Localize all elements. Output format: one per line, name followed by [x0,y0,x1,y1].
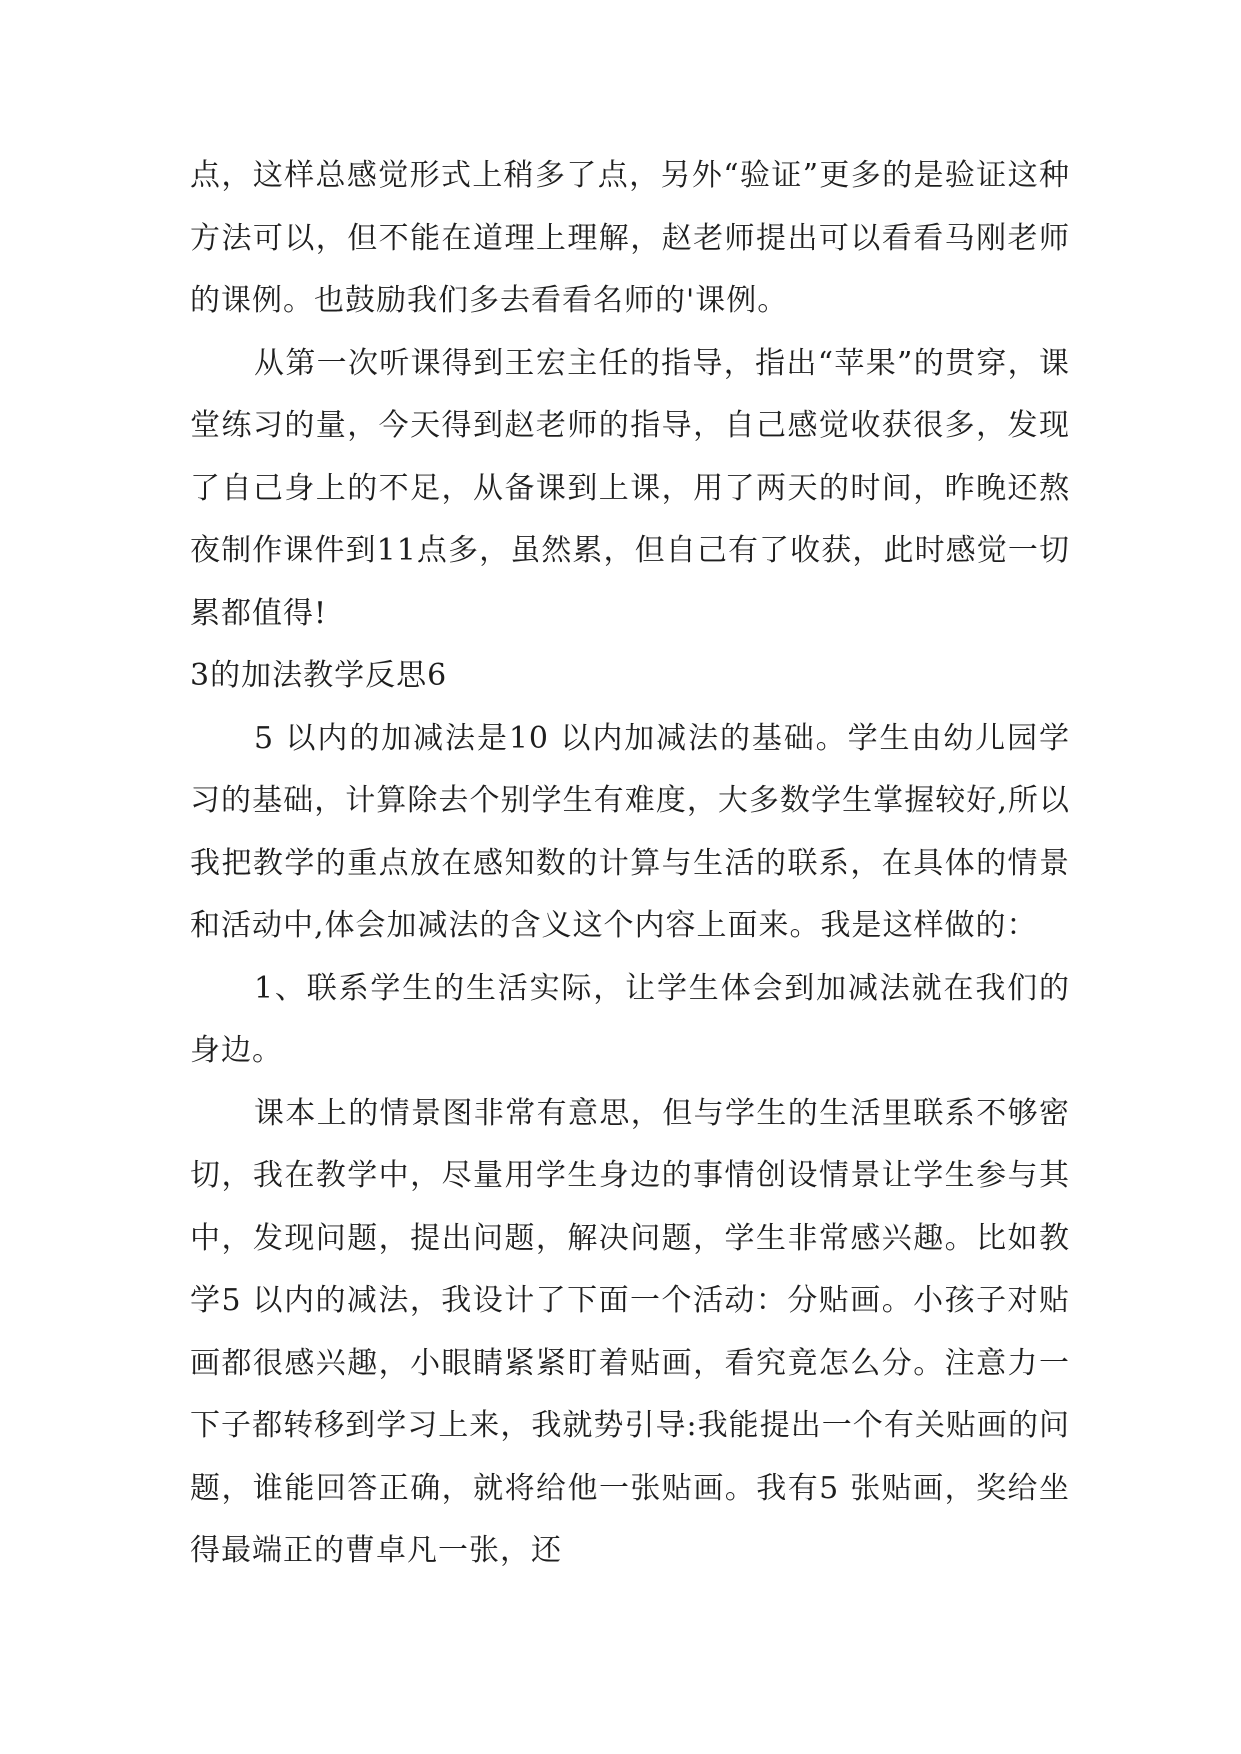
paragraph-example: 课本上的情景图非常有意思，但与学生的生活里联系不够密切，我在教学中，尽量用学生身边的事情创设情景让学生参与其中，发现问题，提出问题，解决问题，学生非常感兴趣。比如教学5 以内的减法，我设计了下面一个活动：分贴画。小孩子对贴画都很感兴趣，小眼睛紧紧盯着贴画，看究竟怎么分。注意力一下子都转移到学习上来，我就势引导:我能提出一个有关贴画的问题，谁能回答正确，就将给他一张贴画。我有5 张贴画，奖给坐得最端正的曹卓凡一张，还 [190,1095,1070,1568]
paragraph-reflection: 从第一次听课得到王宏主任的指导，指出“苹果”的贯穿，课堂练习的量，今天得到赵老师的指导，自己感觉收获很多，发现了自己身上的不足，从备课到上课，用了两天的时间，昨晚还熬夜制作课件到11点多，虽然累，但自己有了收获，此时感觉一切累都值得! [190,345,1070,631]
paragraph-point-1: 1、联系学生的生活实际，让学生体会到加减法就在我们的身边。 [190,970,1070,1068]
section-heading: 3的加法教学反思6 [190,658,448,693]
document-page [190,145,1070,1583]
paragraph-intro: 5 以内的加减法是10 以内加减法的基础。学生由幼儿园学习的基础，计算除去个别学生有难度，大多数学生掌握较好,所以我把教学的重点放在感知数的计算与生活的联系，在具体的情景和活动中,体会加减法的含义这个内容上面来。我是这样做的： [190,720,1070,943]
paragraph-continuation: 点，这样总感觉形式上稍多了点，另外“验证”更多的是验证这种方法可以，但不能在道理上理解，赵老师提出可以看看马刚老师的课例。也鼓励我们多去看看名师的'课例。 [190,158,1070,318]
